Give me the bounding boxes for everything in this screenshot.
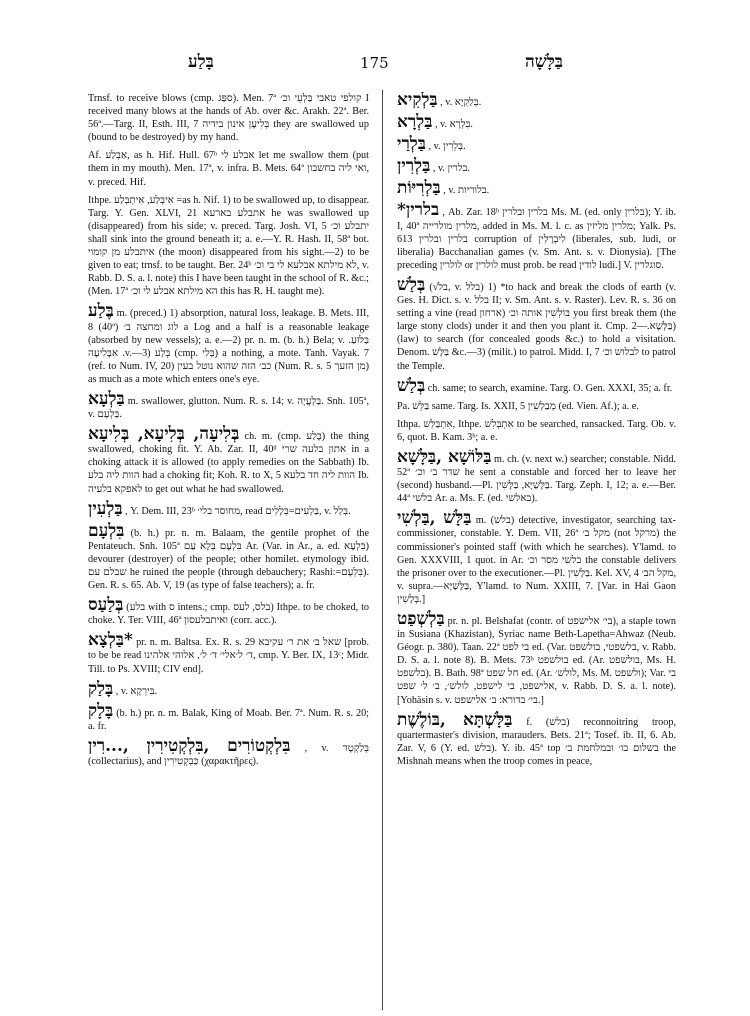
entry-headword: בַּלְרַי — [397, 134, 426, 155]
entry-text: pr. n. pl. Belshafat (contr. of בי׳ אלישפט), a staple town in Susiana (Khazistan), Syriac name Beth-Lapetha=Ahwaz (Neub. Géogr. p. 380). Taan. 22ª בי לפט ed. (Var. בלשפטי, בולשפט, v. Rabb. D. S. a. l. note 8). B. Mets. 73ᵇ בולשפט ed. (Ar. בולשפט, Ms. H. בלשפט). B. Bath. 98ª חל שפט ed. (Ar. לולש׳, Ms. M. ולשפט); Var. בי אלישפט, בי לישפט, לולש׳, ב׳ ל׳ שפט, v. Rabb. D. S. a. l. note). [Yohäsin s. v. בי׳ בדורא: ב׳ אלישפט.] — [397, 616, 676, 706]
entry-headword: בֶּלַע — [88, 301, 114, 322]
dictionary-entry — [397, 180, 676, 197]
entry-text: pr. n. m. Baltsa. Ex. R. s. 29 שאל ב׳ את ר׳ עקיבא [prob. to be be read ד׳ ל׳אלי׳ ד׳ ל׳, אלוהי אלהינו, cmp. Y. Ber. IX, 13ᶜ; Midr. Till. to Ps. XVIII; CIV end]. — [88, 637, 369, 675]
entry-text: Trnsf. to receive blows (cmp. ספַּג). Men. 7ª קולפי טאבי בַּלְעֵי וכ׳ I received many blows at the hands of Ab. over &c. Arakh. 22ª. Ber. 56ª.—Targ. II, Esth. III, 7 בְּלִיעָן אינון בידיה they are swallowed up (bound to be destroyed) by my hand. — [88, 93, 369, 144]
dictionary-entry — [397, 274, 676, 373]
dictionary-entry — [397, 114, 676, 131]
entry-headword: בַּלּוֹשָׁא ,בַּלָּשָׁא — [397, 446, 492, 467]
header-guide-word-left: בָּלַע — [188, 52, 214, 72]
dictionary-entry — [88, 678, 369, 699]
dictionary-entry — [397, 709, 676, 768]
entry-text: , v. בְּלַקְטָר (collectarius), and כַּבְקְטִירִין (χαρακτῆρες). — [88, 742, 369, 768]
entry-headword: בַּלְרָא — [397, 112, 433, 133]
dictionary-entry — [88, 149, 369, 188]
entry-text: , v. בִּלְרָא. — [434, 119, 473, 131]
dictionary-entry — [88, 426, 369, 495]
entry-headword: בְּלַשׁ — [397, 274, 426, 295]
entry-headword: בְּלַעַס — [88, 595, 124, 616]
dictionary-entry — [88, 520, 369, 592]
entry-text: (√בל, v. בלל) 1) *to hack and break the clods of earth (v. Ges. H. Dict. s. v. בלל II; v. Sm. Ant. s. v. Raster). Lev. R. s. 36 on setting a vine (read ארחון) בּוֹלְשִׁין אותה וכ׳ you first break them (the large stony clods) under it and then you plant it. Cmp. בַּלָּשָׁא.—2) (law) to search (for concealed goods &c.) to hold a visitation. Denom. בַּלָּשׁ &c.—3) (milit.) to patrol. Midd. I, 7 לבלוש וכ׳ to patrol the Temple. — [397, 281, 676, 372]
right-column — [397, 92, 676, 1008]
entry-text: Pa. בַּלֵּשׁ same. Targ. Is. XXII, 5 מְבַלְשִׁין (ed. Vien. Af.); a. e. — [397, 400, 639, 412]
entry-text: m. swallower, glutton. Num. R. s. 14; v. בַּלְעֲיָה. Snh. 105ª, v. בַּלְעָם. — [88, 395, 369, 421]
dictionary-entry — [397, 510, 676, 606]
entry-headword: בָּלָק — [88, 700, 114, 721]
entry-text: f. (בלש) reconnoitring troop, quartermaster's division, marauders. Bets. 21ª; Tosef. ib. II, 6. Ab. Zar. V, 6 (Y. ed. בלש). Y. ib. 45ª top בשלום בו׳ ובמלחמת ב׳ the Mishnah means when the troop comes in peace, — [397, 716, 676, 767]
entry-headword: בַּלְרִיּוֹת — [397, 178, 441, 199]
entry-headword: בְּלִיעָה, בְּלִיעָא, בְּלִיעָא — [88, 424, 240, 445]
dictionary-entry — [88, 92, 369, 144]
entry-text: Af. אַבְלַע, as h. Hif. Hull. 67ᵇ אבלע לי let me swallow them (put them in my mouth). Men. 17ª, v. infra. B. Mets. 64ª ואי ליה בחשבון, v. preced. Hif. — [88, 150, 369, 188]
entry-headword: בָּלַק — [88, 678, 114, 699]
entry-headword: בַּלְשְׁפַט — [397, 609, 445, 629]
dictionary-entry — [397, 92, 676, 109]
entry-headword: בַּלְקִיא — [397, 92, 438, 110]
entry-headword: בַּלָּשׁ ,בַּלְשִׁי — [397, 508, 472, 529]
entry-text: , v. בְּלַקְיָא. — [440, 97, 482, 108]
entry-text: , v. בלוריות. — [443, 185, 490, 197]
dictionary-entry — [88, 632, 369, 675]
page-header — [0, 50, 750, 76]
entry-text: (b. h.) pr. n. m. Balaam, the gentile prophet of the Pentateuch. Snh. 105ª בִּלְעָם בְּלָא עַם Ar. (Var. in Ar., a. ed. בִּלְעָא) devourer (destroyer) of the people; other homilet. etymology ibid. שבלם עם he ruined the people (through debauchery; Rashi:=בִּלְעָם). Gen. R. s. 65. Ab. V, 19 (as type of false teachers); a. fr. — [88, 527, 369, 592]
entry-headword: בִּלְקְטוֹרִים ,בִּלְקְטִירִין ,...רִין — [88, 735, 291, 756]
entry-text: , v. בלרין. — [432, 163, 470, 175]
entry-text: Ithpa. אִתְבַּלֵּשׁ, Ithpe. אִתְבְּלִשׁ to be searched, ransacked. Targ. Ob. v. 6, quot. B. Kam. 3ᵇ; a. e. — [397, 418, 676, 443]
dictionary-entry — [397, 400, 676, 413]
entry-headword: בלרין* — [397, 200, 440, 221]
left-column — [88, 92, 369, 1008]
dictionary-entry — [397, 611, 676, 707]
entry-headword: *בַּלְצָא — [88, 630, 133, 651]
entry-text: m. (preced.) 1) absorption, natural loss, leakage. B. Mets. III, 8 (40ª) לוג ומחצה ב׳ a Log and a half is a reasonable leakage (absorbed by new vessels); a. e.—2) pr. n. m. (b. h.) Bela; v. בַּלּוּעַ. אִבָּלִיעָה .v.—3) בְּלַע (cmp. בְּלִי) a nothing, a mote. Tanh. Vayak. 7 (ref. to Num. IV, 20) כב׳ הזה שהוא נוטל בעין (Num. R. s. 5 מן הזעך) as much as a mote which enters one's eye. — [88, 308, 369, 385]
dictionary-entry — [397, 136, 676, 153]
entry-headword: בַּלָּשְׁתָּא ,בּוֹלֶשֶׁת — [397, 709, 513, 730]
entry-text: , v. בְּלֵרִין. — [428, 141, 466, 153]
entry-text: , Y. Dem. III, 23ᵇ מחוסר בלי׳, read בַּלְעִים=בְּלָלִים, v. בְּלַל. — [125, 505, 351, 517]
entry-text: Ithpe. אִיבְּלַע, אִיתְבְּלַע =as h. Nif. 1) to be swallowed up, to disappear. Targ. Y. Gen. XLVI, 21 אתבלע בארעא he was swallowed up (disappeared) from his side; v. preced. Targ. Josh. VI, 5 יתבלע וכ׳ shall sink into the ground beneath it; a. e.—Y. R. Hash. II, 58ª bot. איתבלע מן קומוי (the moon) disappeared from his sight.—2) to be given to eat; trnsf. to be taught. Ber. 24ᵇ לא מילתא אבלעא לי בי וכ׳, v. Rabb. D. S. a. l. note) this I have been taught in the school of R. &c.; (Men. 17ª הא מילתא אבלע לי וכ׳ this has R. H. taught me). — [88, 194, 369, 298]
dictionary-entry — [88, 498, 369, 519]
dictionary-entry — [88, 303, 369, 386]
entry-text: , v. בִּירְקָא. — [115, 685, 158, 697]
entry-text: , Ab. Zar. 18ᵇ בלרין ובלרין Ms. M. (ed. only בלרין); Y. ib. I, 40ª מלרין מולרייה, added in Ms. M. l. c. as מלרין מליזין; Yalk. Ps. 613 בלרין ובלרין corruption of לִיבְרָלִין (liberales, sub. ludi, or liberalia) Bacchanalian games (v. Sm. Ant. s. v. Dionysia). [The preceding לולרין or לולרין must prob. be read לודין ludi.] V. סוגלרין. — [397, 207, 676, 271]
dictionary-entry — [88, 597, 369, 627]
dictionary-entry — [397, 202, 676, 271]
header-guide-word-right: בַּלָּשָׁה — [525, 52, 563, 72]
entry-text: m. ch. (v. next w.) searcher; constable. Nidd. 52ª שדר ב׳ וכ׳ he sent a constable and forced her to leave her (second) husband.—Pl. בַּלָּשַׁיָּא, בַּלָּשִׁין. Targ. Zeph. I, 12; a. e.—Ber. 44ª בלשי Ar. a. Ms. F. (ed. באלשי). — [397, 453, 676, 505]
dictionary-entry — [88, 194, 369, 299]
dictionary-entry — [397, 158, 676, 175]
entry-headword: בְּלַשׁ — [397, 375, 426, 396]
dictionary-entry — [88, 388, 369, 421]
entry-headword: בַּלְעָא — [88, 388, 125, 409]
entry-text: m. (בלש) detective, investigator, searching tax-commissioner, constable. Y. Dem. VII, 26ª מקל ב׳ (not מרקל) the commissioner's pointed staff (with which he searches). Y'lamd. to Gen. XXXVIII, 1 quot. in Ar. בלשי מסר וכ׳ the constable delivers the prisoner over to the executioner.—Pl. בַּלָּשִׁין. Kel. XV, 4 מקל הב׳, v. supra.—בַּלָּשַׁיָּא, Y'lamd. to Num. XXIII, 7. [Var. in Hai Gaon בְּלָשִׁין.] — [397, 515, 676, 605]
dictionary-entry — [397, 375, 676, 396]
entry-text: ch. same; to search, examine. Targ. O. Gen. XXXI, 35; a. fr. — [427, 382, 673, 394]
entry-text: (b. h.) pr. n. m. Balak, King of Moab. Ber. 7ª. Num. R. s. 20; a. fr. — [88, 707, 369, 732]
entry-headword: בִּלְעָם — [88, 520, 125, 541]
dictionary-entry — [397, 418, 676, 444]
dictionary-entry — [88, 735, 369, 768]
dictionary-entry — [397, 446, 676, 505]
column-divider — [382, 90, 383, 1010]
entry-headword: בַּלְעִין — [88, 498, 123, 519]
dictionary-entry — [88, 700, 369, 733]
entry-text: ch. m. (cmp. בֶּלַע) the thing swallowed, choking fit. Y. Ab. Zar. II, 40ᵈ אתון בלעה שרי in a choking attack it is allowed (to apply remedies on the Sabbath) Ib. הוות ליה בלע had a choking fit; Koh. R. to X, 5 הוות ליה חד בלעא Ib. לאפקא בלעיה to get out what he had swallowed. — [88, 431, 369, 495]
page-number: 175 — [360, 54, 389, 72]
entry-text: (בלע with ס intens.; cmp. בלס, לעס) Ithpe. to be choked, to choke. Y. Ter. VIII, 46ª ואיתבלעסון (corr. acc.). — [88, 602, 369, 627]
entry-headword: בַּלְרִין — [397, 156, 431, 177]
